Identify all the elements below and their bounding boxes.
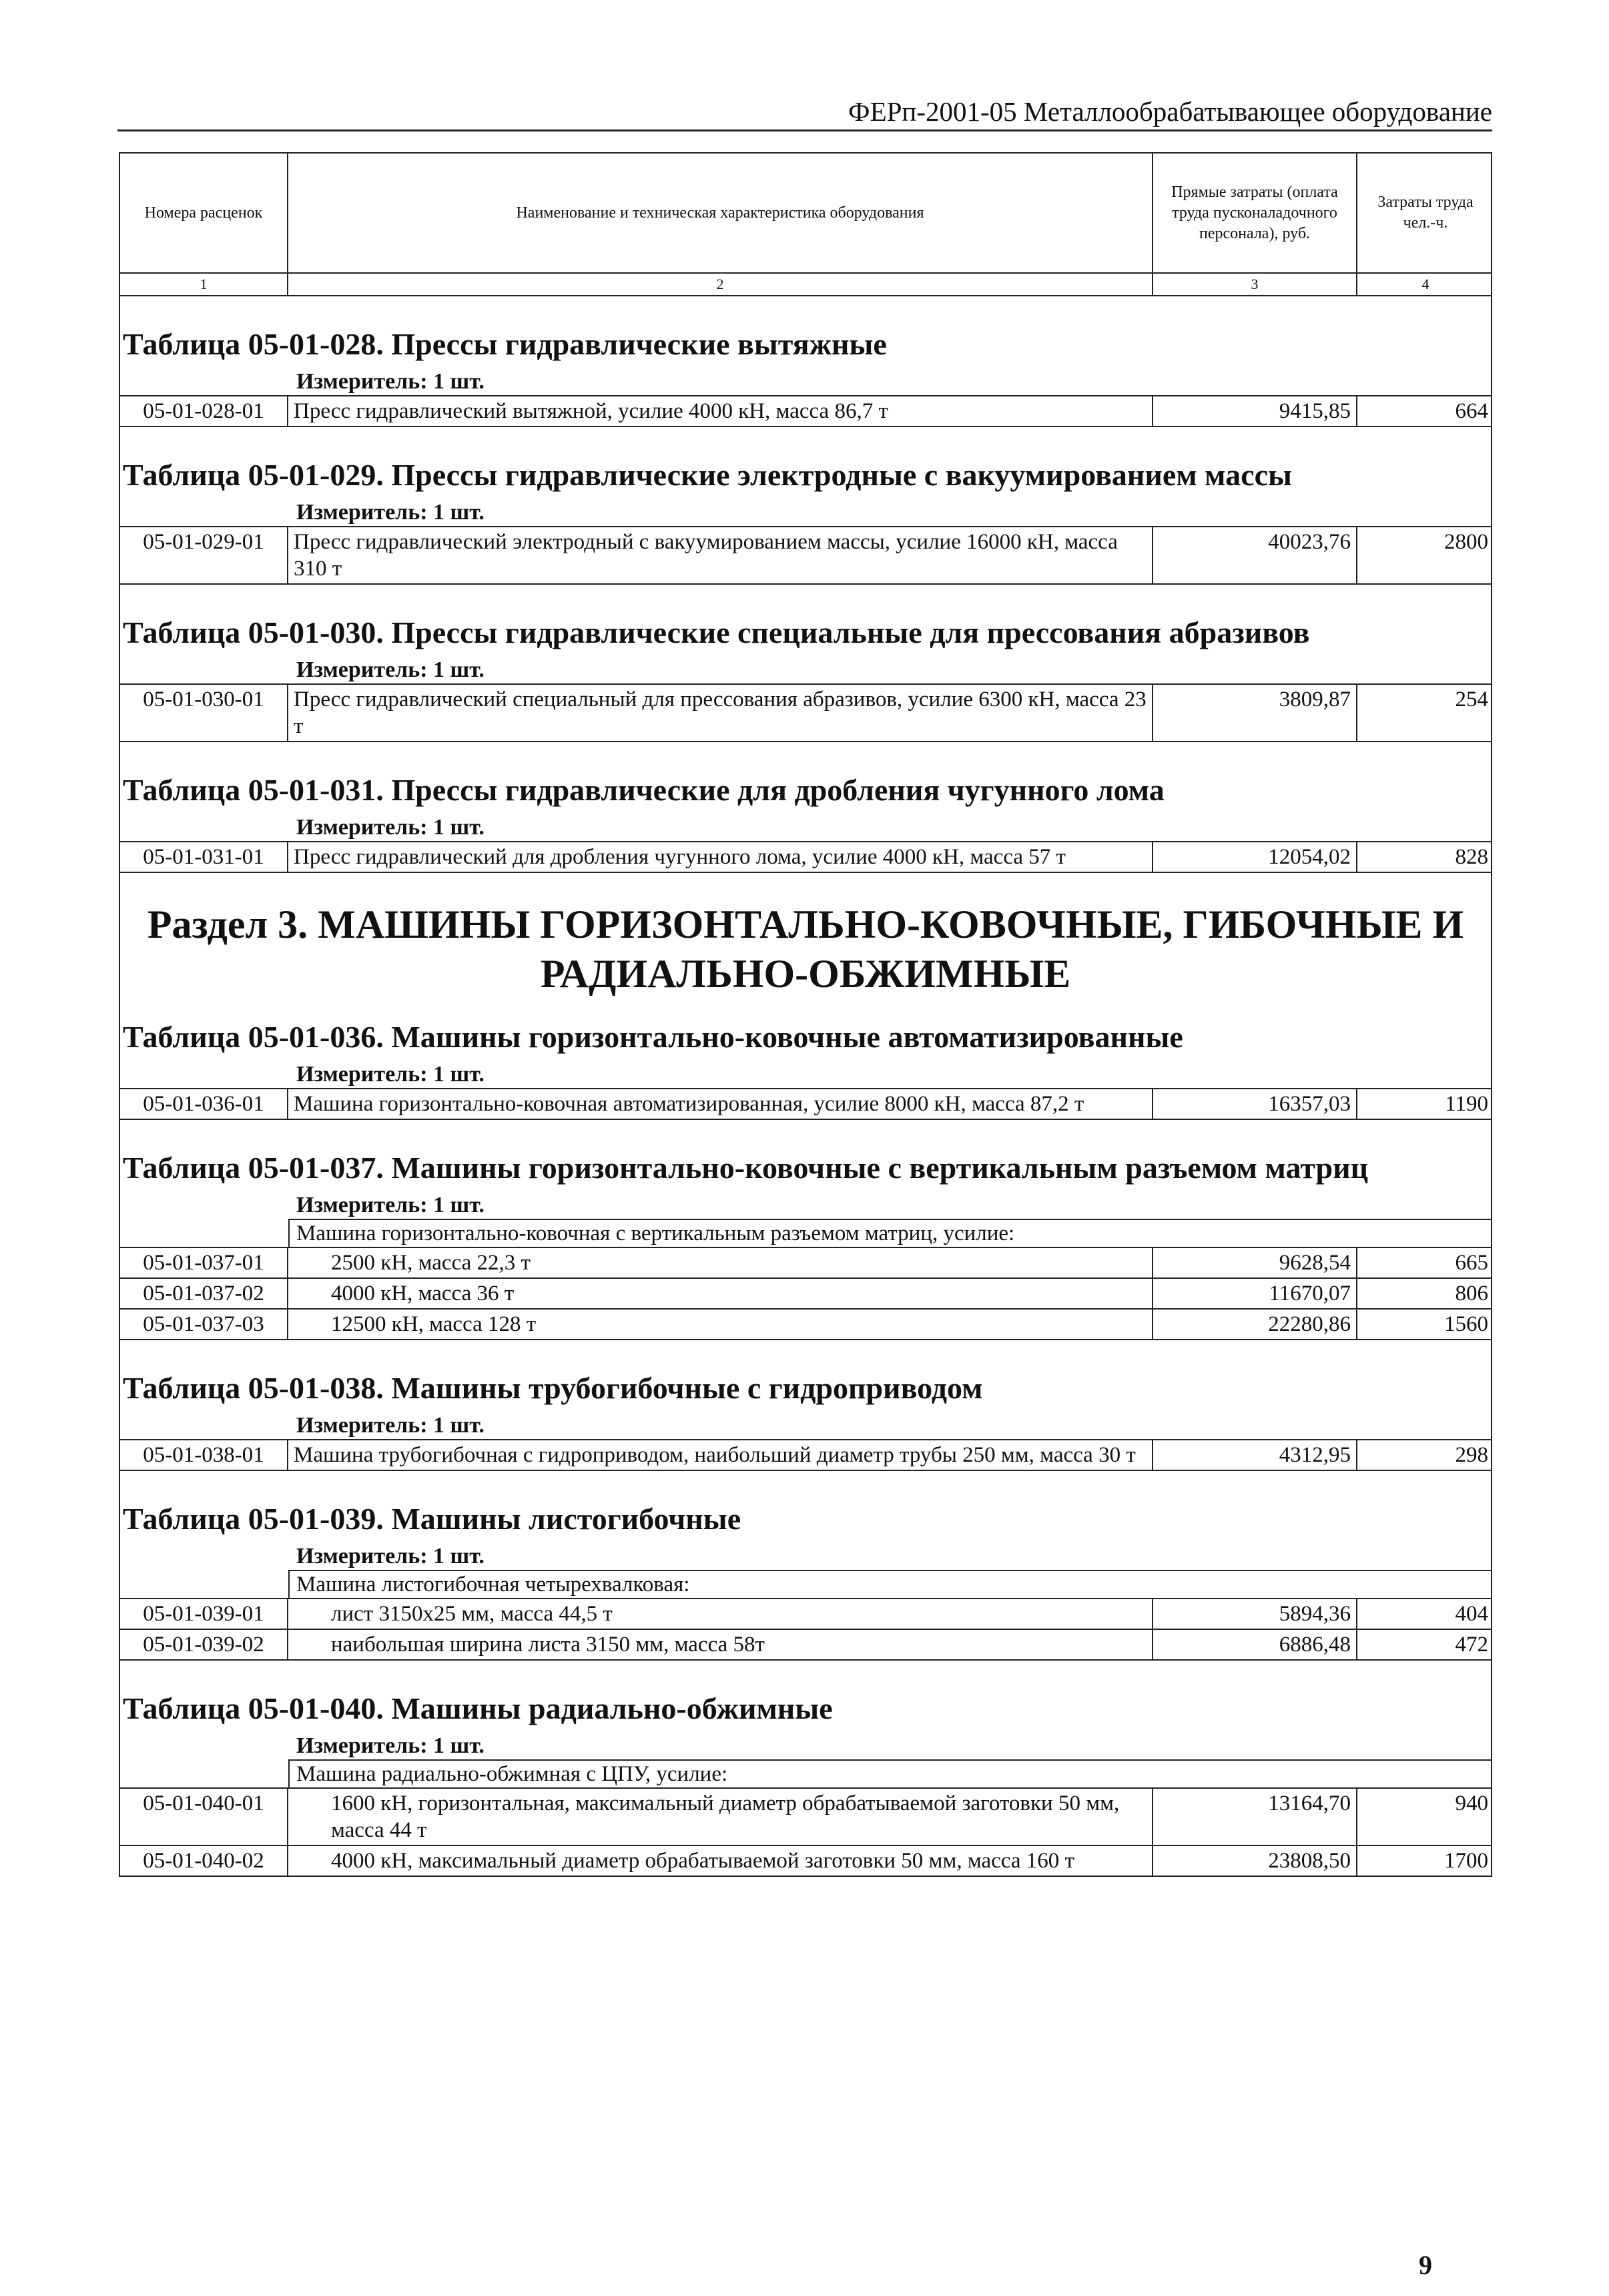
table-row bbox=[120, 1310, 1491, 1340]
equipment-name: Пресс гидравлический вытяжной, усилие 4000 кН, масса 86,7 т bbox=[288, 396, 1153, 426]
group-label: Машина горизонтально-ковочная с вертикальным разъемом матриц, усилие: bbox=[288, 1219, 1491, 1247]
table-title: Таблица 05-01-040. Машины радиально-обжимные bbox=[123, 1691, 833, 1725]
labor-cost: 940 bbox=[1455, 1791, 1488, 1815]
labor-cost: 404 bbox=[1455, 1602, 1488, 1626]
labor-cost: 298 bbox=[1455, 1443, 1488, 1467]
equipment-name: лист 3150x25 мм, масса 44,5 т bbox=[288, 1599, 1153, 1629]
labor-cost: 664 bbox=[1455, 399, 1488, 423]
table-row bbox=[120, 1279, 1491, 1310]
equipment-name: Пресс гидравлический специальный для прессования абразивов, усилие 6300 кН, масса 23 т bbox=[288, 685, 1153, 741]
direct-cost: 4312,95 bbox=[1153, 1440, 1357, 1470]
rate-code: 05-01-039-01 bbox=[120, 1599, 288, 1629]
column-header-name: Наименование и техническая характеристика оборудования bbox=[288, 154, 1153, 272]
table-05-01-028 bbox=[119, 296, 1492, 427]
equipment-name: Пресс гидравлический для дробления чугунного лома, усилие 4000 кН, масса 57 т bbox=[288, 842, 1153, 872]
column-number-row bbox=[119, 274, 1492, 296]
unit-label: Измеритель: 1 шт. bbox=[296, 1544, 485, 1568]
rate-code: 05-01-029-01 bbox=[120, 527, 288, 583]
rate-code: 05-01-038-01 bbox=[120, 1440, 288, 1470]
table-05-01-038 bbox=[119, 1340, 1492, 1471]
column-header-cost: Прямые затраты (оплата труда пусконаладочного персонала), руб. bbox=[1153, 154, 1357, 272]
labor-cost: 2800 bbox=[1444, 530, 1488, 554]
direct-cost: 9415,85 bbox=[1153, 396, 1357, 426]
direct-cost: 13164,70 bbox=[1153, 1789, 1357, 1845]
labor-cost: 1700 bbox=[1444, 1849, 1488, 1873]
labor-cost: 1190 bbox=[1445, 1092, 1488, 1116]
table-05-01-031 bbox=[119, 742, 1492, 873]
group-label: Машина радиально-обжимная с ЦПУ, усилие: bbox=[288, 1759, 1491, 1787]
equipment-name: Машина горизонтально-ковочная автоматизированная, усилие 8000 кН, масса 87,2 т bbox=[288, 1089, 1153, 1119]
column-header-row bbox=[119, 152, 1492, 274]
table-row bbox=[120, 395, 1491, 427]
section-title: Раздел 3. МАШИНЫ ГОРИЗОНТАЛЬНО-КОВОЧНЫЕ, ГИБОЧНЫЕ И РАДИАЛЬНО-ОБЖИМНЫЕ bbox=[147, 902, 1464, 996]
labor-cost: 472 bbox=[1455, 1633, 1488, 1657]
running-header bbox=[117, 95, 1492, 131]
labor-cost: 1560 bbox=[1444, 1312, 1488, 1336]
unit-label: Измеритель: 1 шт. bbox=[296, 1413, 485, 1438]
column-number: 1 bbox=[120, 274, 288, 295]
table-row bbox=[120, 526, 1491, 585]
column-number: 3 bbox=[1153, 274, 1357, 295]
labor-cost: 254 bbox=[1455, 687, 1488, 711]
direct-cost: 11670,07 bbox=[1153, 1279, 1357, 1308]
direct-cost: 5894,36 bbox=[1153, 1599, 1357, 1629]
labor-cost: 828 bbox=[1455, 845, 1488, 869]
rate-code: 05-01-040-02 bbox=[120, 1846, 288, 1876]
table-row bbox=[120, 841, 1491, 873]
group-label: Машина листогибочная четырехвалковая: bbox=[288, 1570, 1491, 1598]
table-row bbox=[120, 1846, 1491, 1877]
table-05-01-039 bbox=[119, 1471, 1492, 1661]
table-title: Таблица 05-01-029. Прессы гидравлические электродные с вакуумированием массы bbox=[123, 458, 1292, 492]
rate-code: 05-01-037-02 bbox=[120, 1279, 288, 1308]
direct-cost: 40023,76 bbox=[1153, 527, 1357, 583]
equipment-name: 4000 кН, максимальный диаметр обрабатываемой заготовки 50 мм, масса 160 т bbox=[288, 1846, 1153, 1876]
table-05-01-037 bbox=[119, 1120, 1492, 1340]
column-number: 4 bbox=[1421, 276, 1429, 292]
table-05-01-040 bbox=[119, 1661, 1492, 1877]
table-title: Таблица 05-01-039. Машины листогибочные bbox=[123, 1502, 741, 1536]
direct-cost: 3809,87 bbox=[1153, 685, 1357, 741]
rate-code: 05-01-037-01 bbox=[120, 1248, 288, 1277]
table-row bbox=[120, 1088, 1491, 1120]
equipment-name: 2500 кН, масса 22,3 т bbox=[288, 1248, 1153, 1277]
rate-code: 05-01-040-01 bbox=[120, 1789, 288, 1845]
table-title: Таблица 05-01-036. Машины горизонтально-ковочные автоматизированные bbox=[123, 1020, 1183, 1054]
labor-cost: 806 bbox=[1455, 1281, 1488, 1306]
page-number: 9 bbox=[1419, 2250, 1432, 2280]
equipment-name: наибольшая ширина листа 3150 мм, масса 58т bbox=[288, 1630, 1153, 1659]
running-title: ФЕРп-2001-05 Металлообрабатывающее оборудование bbox=[848, 96, 1492, 127]
table-title: Таблица 05-01-030. Прессы гидравлические специальные для прессования абразивов bbox=[123, 615, 1310, 649]
table-05-01-036 bbox=[119, 1019, 1492, 1120]
table-row bbox=[120, 1247, 1491, 1279]
rate-code: 05-01-031-01 bbox=[120, 842, 288, 872]
unit-label: Измеритель: 1 шт. bbox=[296, 657, 485, 682]
labor-cost: 665 bbox=[1455, 1251, 1488, 1275]
unit-label: Измеритель: 1 шт. bbox=[296, 1062, 485, 1087]
unit-label: Измеритель: 1 шт. bbox=[296, 369, 485, 394]
table-row bbox=[120, 683, 1491, 742]
table-row bbox=[120, 1787, 1491, 1846]
direct-cost: 22280,86 bbox=[1153, 1310, 1357, 1339]
direct-cost: 12054,02 bbox=[1153, 842, 1357, 872]
rate-code: 05-01-036-01 bbox=[120, 1089, 288, 1119]
rate-code: 05-01-030-01 bbox=[120, 685, 288, 741]
column-number: 2 bbox=[288, 274, 1153, 295]
table-title: Таблица 05-01-028. Прессы гидравлические вытяжные bbox=[123, 327, 887, 361]
rate-code: 05-01-037-03 bbox=[120, 1310, 288, 1339]
unit-label: Измеритель: 1 шт. bbox=[296, 1733, 485, 1758]
section-3 bbox=[119, 873, 1492, 1019]
table-row bbox=[120, 1598, 1491, 1630]
direct-cost: 9628,54 bbox=[1153, 1248, 1357, 1277]
equipment-name: 1600 кН, горизонтальная, максимальный диаметр обрабатываемой заготовки 50 мм, масса 44 т bbox=[288, 1789, 1153, 1845]
table-title: Таблица 05-01-031. Прессы гидравлические для дробления чугунного лома bbox=[123, 773, 1165, 807]
unit-label: Измеритель: 1 шт. bbox=[296, 500, 485, 525]
equipment-name: 12500 кН, масса 128 т bbox=[288, 1310, 1153, 1339]
unit-label: Измеритель: 1 шт. bbox=[296, 1193, 485, 1217]
equipment-name: 4000 кН, масса 36 т bbox=[288, 1279, 1153, 1308]
direct-cost: 23808,50 bbox=[1153, 1846, 1357, 1876]
table-05-01-029 bbox=[119, 427, 1492, 585]
equipment-name: Пресс гидравлический электродный с вакуумированием массы, усилие 16000 кН, масса 310 т bbox=[288, 527, 1153, 583]
column-header-labor: Затраты труда чел.-ч. bbox=[1377, 194, 1474, 232]
table-title: Таблица 05-01-037. Машины горизонтально-ковочные с вертикальным разъемом матриц bbox=[123, 1151, 1369, 1185]
column-header-codes: Номера расценок bbox=[120, 154, 288, 272]
equipment-name: Машина трубогибочная с гидроприводом, наибольший диаметр трубы 250 мм, масса 30 т bbox=[288, 1440, 1153, 1470]
table-row bbox=[120, 1630, 1491, 1661]
table-title: Таблица 05-01-038. Машины трубогибочные с гидроприводом bbox=[123, 1371, 983, 1405]
direct-cost: 6886,48 bbox=[1153, 1630, 1357, 1659]
document-body bbox=[119, 152, 1492, 1877]
unit-label: Измеритель: 1 шт. bbox=[296, 815, 485, 840]
table-row bbox=[120, 1439, 1491, 1471]
rate-code: 05-01-039-02 bbox=[120, 1630, 288, 1659]
rate-code: 05-01-028-01 bbox=[120, 396, 288, 426]
direct-cost: 16357,03 bbox=[1153, 1089, 1357, 1119]
table-05-01-030 bbox=[119, 585, 1492, 742]
